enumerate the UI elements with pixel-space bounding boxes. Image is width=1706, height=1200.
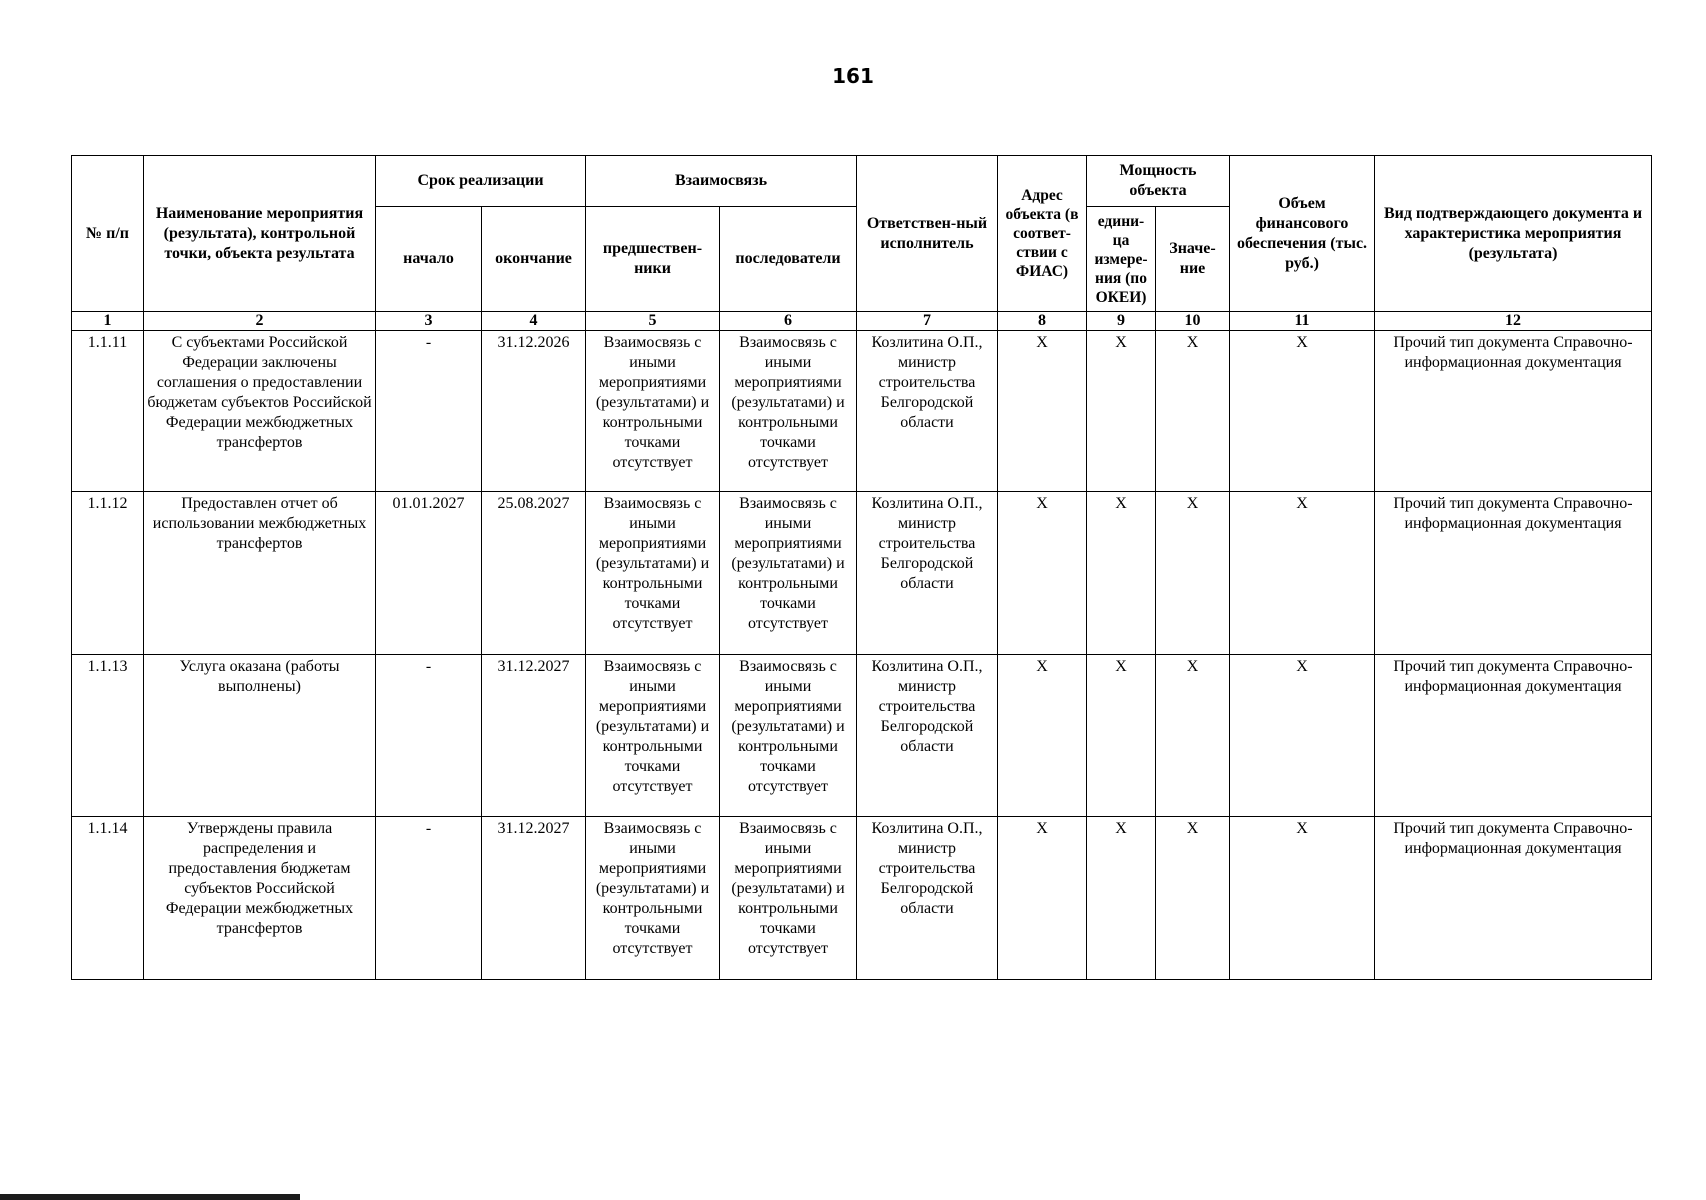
table-row (72, 655, 1652, 817)
column-number: 11 (1230, 312, 1375, 331)
cell-unit: X (1087, 492, 1156, 655)
cell-prev: Взаимосвязь с иными мероприятиями (результатами) и контрольными точками отсутствует (586, 331, 720, 492)
cell-address: X (998, 331, 1087, 492)
column-number: 5 (586, 312, 720, 331)
cell-next: Взаимосвязь с иными мероприятиями (результатами) и контрольными точками отсутствует (720, 655, 857, 817)
cell-executor: Козлитина О.П., министр строительства Белгородской области (857, 492, 998, 655)
column-number: 1 (72, 312, 144, 331)
cell-end: 31.12.2027 (482, 817, 586, 980)
cell-address: X (998, 492, 1087, 655)
column-number: 2 (144, 312, 376, 331)
cell-finance: X (1230, 331, 1375, 492)
cell-start: - (376, 655, 482, 817)
header-term-end: окончание (482, 207, 586, 312)
cell-prev: Взаимосвязь с иными мероприятиями (результатами) и контрольными точками отсутствует (586, 492, 720, 655)
header-name: Наименование мероприятия (результата), контрольной точки, объекта результата (144, 156, 376, 312)
cell-num: 1.1.11 (72, 331, 144, 492)
cell-name: Предоставлен отчет об использовании межбюджетных трансфертов (144, 492, 376, 655)
column-number: 8 (998, 312, 1087, 331)
cell-value: X (1156, 655, 1230, 817)
cell-name: С субъектами Российской Федерации заключены соглашения о предоставлении бюджетам субъектов Российской Федерации межбюджетных трансфертов (144, 331, 376, 492)
header-relation-prev: предшествен-ники (586, 207, 720, 312)
cell-doc: Прочий тип документа Справочно-информационная документация (1375, 817, 1652, 980)
header-capacity: Мощность объекта (1087, 156, 1230, 207)
header-relation-next: последователи (720, 207, 857, 312)
header-term: Срок реализации (376, 156, 586, 207)
header-address: Адрес объекта (в соответ-ствии с ФИАС) (998, 156, 1087, 312)
cell-unit: X (1087, 655, 1156, 817)
cell-num: 1.1.14 (72, 817, 144, 980)
cell-executor: Козлитина О.П., министр строительства Белгородской области (857, 331, 998, 492)
column-number: 12 (1375, 312, 1652, 331)
header-row-1 (72, 156, 1652, 207)
column-number: 3 (376, 312, 482, 331)
header-executor: Ответствен-ный исполнитель (857, 156, 998, 312)
cell-name: Утверждены правила распределения и предоставления бюджетам субъектов Российской Федерации межбюджетных трансфертов (144, 817, 376, 980)
table-row (72, 817, 1652, 980)
header-relation: Взаимосвязь (586, 156, 857, 207)
cell-finance: X (1230, 655, 1375, 817)
column-number: 4 (482, 312, 586, 331)
cell-end: 31.12.2026 (482, 331, 586, 492)
cell-executor: Козлитина О.П., министр строительства Белгородской области (857, 817, 998, 980)
header-doc: Вид подтверждающего документа и характеристика мероприятия (результата) (1375, 156, 1652, 312)
cell-address: X (998, 655, 1087, 817)
cell-end: 31.12.2027 (482, 655, 586, 817)
header-num: № п/п (72, 156, 144, 312)
cell-name: Услуга оказана (работы выполнены) (144, 655, 376, 817)
table-row (72, 331, 1652, 492)
column-number: 9 (1087, 312, 1156, 331)
cell-executor: Козлитина О.П., министр строительства Белгородской области (857, 655, 998, 817)
cell-address: X (998, 817, 1087, 980)
cell-next: Взаимосвязь с иными мероприятиями (результатами) и контрольными точками отсутствует (720, 492, 857, 655)
cell-unit: X (1087, 331, 1156, 492)
column-numbers-row (72, 312, 1652, 331)
cell-end: 25.08.2027 (482, 492, 586, 655)
header-capacity-value: Значе-ние (1156, 207, 1230, 312)
cell-doc: Прочий тип документа Справочно-информационная документация (1375, 655, 1652, 817)
cell-num: 1.1.13 (72, 655, 144, 817)
cell-start: - (376, 817, 482, 980)
cell-value: X (1156, 492, 1230, 655)
cell-start: - (376, 331, 482, 492)
header-finance: Объем финансового обеспечения (тыс. руб.) (1230, 156, 1375, 312)
cell-doc: Прочий тип документа Справочно-информационная документация (1375, 331, 1652, 492)
cell-value: X (1156, 331, 1230, 492)
activities-table (71, 155, 1652, 980)
cell-finance: X (1230, 492, 1375, 655)
header-capacity-unit: едини-ца измере-ния (по ОКЕИ) (1087, 207, 1156, 312)
cell-prev: Взаимосвязь с иными мероприятиями (результатами) и контрольными точками отсутствует (586, 817, 720, 980)
column-number: 7 (857, 312, 998, 331)
column-number: 10 (1156, 312, 1230, 331)
table-row (72, 492, 1652, 655)
page-number: 161 (832, 64, 874, 88)
scan-edge (0, 1194, 300, 1200)
cell-doc: Прочий тип документа Справочно-информационная документация (1375, 492, 1652, 655)
cell-value: X (1156, 817, 1230, 980)
header-term-start: начало (376, 207, 482, 312)
cell-start: 01.01.2027 (376, 492, 482, 655)
cell-num: 1.1.12 (72, 492, 144, 655)
cell-unit: X (1087, 817, 1156, 980)
cell-finance: X (1230, 817, 1375, 980)
cell-next: Взаимосвязь с иными мероприятиями (результатами) и контрольными точками отсутствует (720, 817, 857, 980)
cell-prev: Взаимосвязь с иными мероприятиями (результатами) и контрольными точками отсутствует (586, 655, 720, 817)
column-number: 6 (720, 312, 857, 331)
cell-next: Взаимосвязь с иными мероприятиями (результатами) и контрольными точками отсутствует (720, 331, 857, 492)
